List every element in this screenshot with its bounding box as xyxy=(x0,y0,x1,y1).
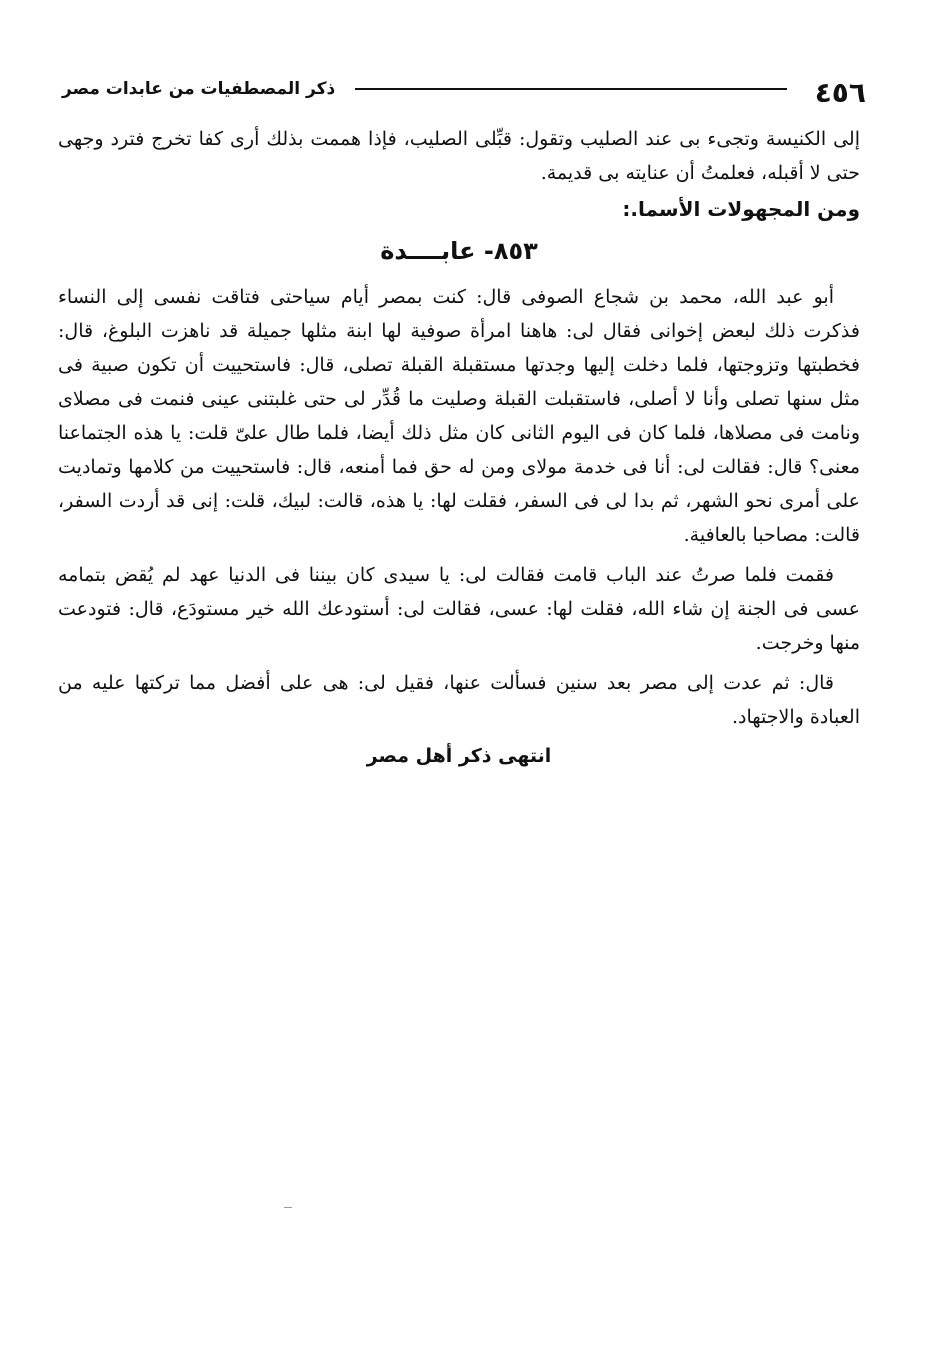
page-body xyxy=(58,122,860,776)
running-title: ذكر المصطفيات من عابدات مصر xyxy=(62,79,336,99)
section-heading: ومن المجهولات الأسما.: xyxy=(622,197,860,221)
end-note: انتهى ذكر أهل مصر xyxy=(366,745,552,767)
continuation-paragraph: إلى الكنيسة وتجىء بى عند الصليب وتقول: قبِّلى الصليب، فإذا هممت بذلك أرى كفا تخرج فترد وجهى حتى لا أقبله، فعلمتُ أن عنايته بى قديمة. xyxy=(58,128,860,184)
body-paragraph: أبو عبد الله، محمد بن شجاع الصوفى قال: كنت بمصر أيام سياحتى فتاقت نفسى إلى النساء فذكرت ذلك لبعض إخوانى فقال لى: هاهنا امرأة صوفية لها ابنة مثلها جميلة قد ناهزت البلوغ، قال: فخطبتها وتزوجتها، فلما دخلت إليها وجدتها مستقبلة القبلة تصلى، قال: فاستحييت أن تكون صبية فى مثل سنها تصلى وأنا لا أصلى، فاستقبلت القبلة وصليت ما قُدِّر لى حتى غلبتنى عينى فنمت فى مصلاى ونامت فى مصلاها، فلما كان فى اليوم الثانى كان مثل ذلك أيضا، فلما طال علىّ قلت: يا هذه الجتماعنا معنى؟ قال: فقالت لى: أنا فى خدمة مولاى ومن له حق فما أمنعه، قال: فاستحييت من كلامها وتماديت على أمرى نحو الشهر، ثم بدا لى فى السفر، فقلت لها: يا هذه، قالت: لبيك، قلت: إنى قد أردت السفر، قالت: مصاحبا بالعافية. xyxy=(58,286,860,546)
page-header xyxy=(62,72,866,112)
body-paragraph: فقمت فلما صرتُ عند الباب قامت فقالت لى: يا سيدى كان بيننا فى الدنيا عهد لم يُقض بتمامه عسى فى الجنة إن شاء الله، فقلت لها: عسى، فقالت لى: أستودعك الله خير مستودَع، قال: فتودعت منها وخرجت. xyxy=(58,564,860,654)
entry-title: ٨٥٣- عابــــدة xyxy=(380,237,538,265)
header-rule xyxy=(355,88,787,90)
body-paragraph: قال: ثم عدت إلى مصر بعد سنين فسألت عنها، فقيل لى: هى على أفضل مما تركتها عليه من العبادة والاجتهاد. xyxy=(58,672,860,728)
scan-speck xyxy=(284,1207,292,1208)
page-number: ٤٥٦ xyxy=(814,75,866,109)
